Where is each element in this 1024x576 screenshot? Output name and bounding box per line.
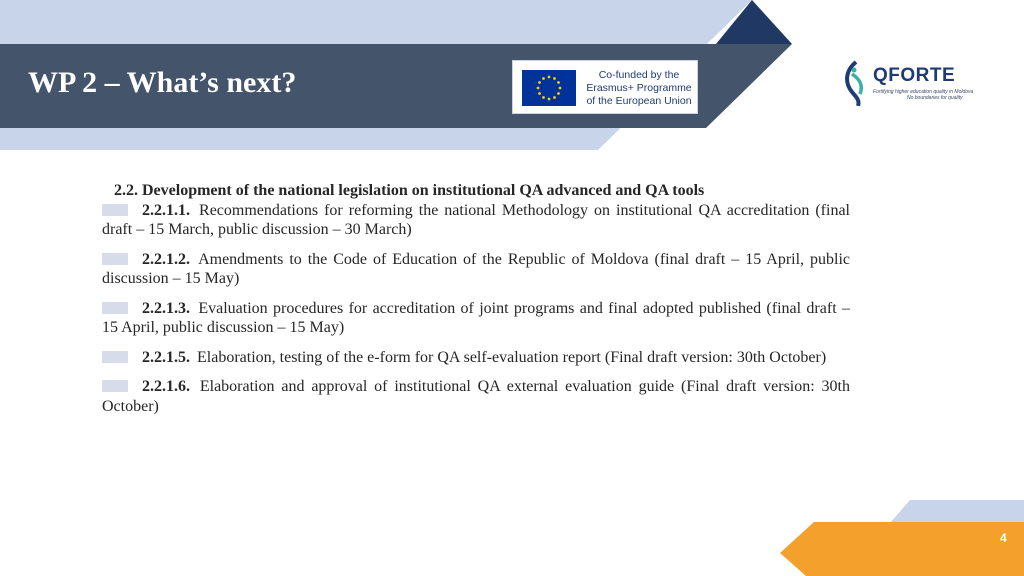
item-number: 2.2.1.3. — [142, 299, 190, 317]
qforte-name: QFORTE — [873, 65, 956, 86]
bullet-icon — [102, 302, 128, 314]
bullet-icon — [102, 351, 128, 363]
item-text: Elaboration, testing of the e-form for QA self-evaluation report (Final draft version: 30th October) — [197, 348, 827, 366]
item-text: Amendments to the Code of Education of the Republic of Moldova (final draft – 15 April, public discussion – 15 May) — [102, 250, 850, 287]
section-heading: 2.2. Development of the national legislation on institutional QA advanced and QA tools — [114, 182, 705, 199]
content-body — [102, 181, 850, 416]
item-number: 2.2.1.1. — [142, 201, 190, 219]
eu-logo-text — [583, 69, 695, 108]
eu-logo-line1: Co-funded by the — [598, 69, 680, 81]
eu-cofunded-logo — [512, 60, 698, 114]
item-number: 2.2.1.6. — [142, 378, 190, 395]
page-number: 4 — [1000, 531, 1007, 545]
bullet-icon — [102, 380, 128, 392]
page-title: WP 2 – What’s next? — [28, 66, 297, 99]
eu-logo-line2: Erasmus+ Programme — [586, 82, 692, 94]
list-item — [102, 348, 850, 368]
qforte-tagline-1: Fortifying higher education quality in Moldova — [873, 89, 974, 95]
eu-logo-line3: of the European Union — [586, 95, 692, 107]
item-number: 2.2.1.2. — [142, 250, 190, 268]
qforte-symbol-icon — [838, 60, 872, 106]
eu-flag-icon — [522, 70, 576, 106]
item-text: Recommendations for reforming the national Methodology on institutional QA accreditation (final draft – 15 March, public discussion – 30 March) — [102, 201, 851, 238]
item-text: Elaboration and approval of institutional QA external evaluation guide (Final draft version: 30th October) — [102, 378, 851, 415]
bullet-icon — [102, 253, 128, 265]
footer-orange-shape — [780, 522, 1024, 576]
list-item — [102, 377, 850, 416]
list-item — [102, 299, 850, 338]
list-item — [102, 250, 850, 289]
qforte-logo — [838, 58, 974, 108]
qforte-tagline — [873, 89, 973, 101]
item-text: Evaluation procedures for accreditation of joint programs and final adopted published (final draft – 15 April, public discussion – 15 May) — [102, 299, 850, 336]
item-number: 2.2.1.5. — [142, 348, 190, 366]
bullet-icon — [102, 204, 128, 216]
list-item — [102, 201, 850, 240]
qforte-tagline-2: No boundaries for quality — [907, 95, 963, 101]
